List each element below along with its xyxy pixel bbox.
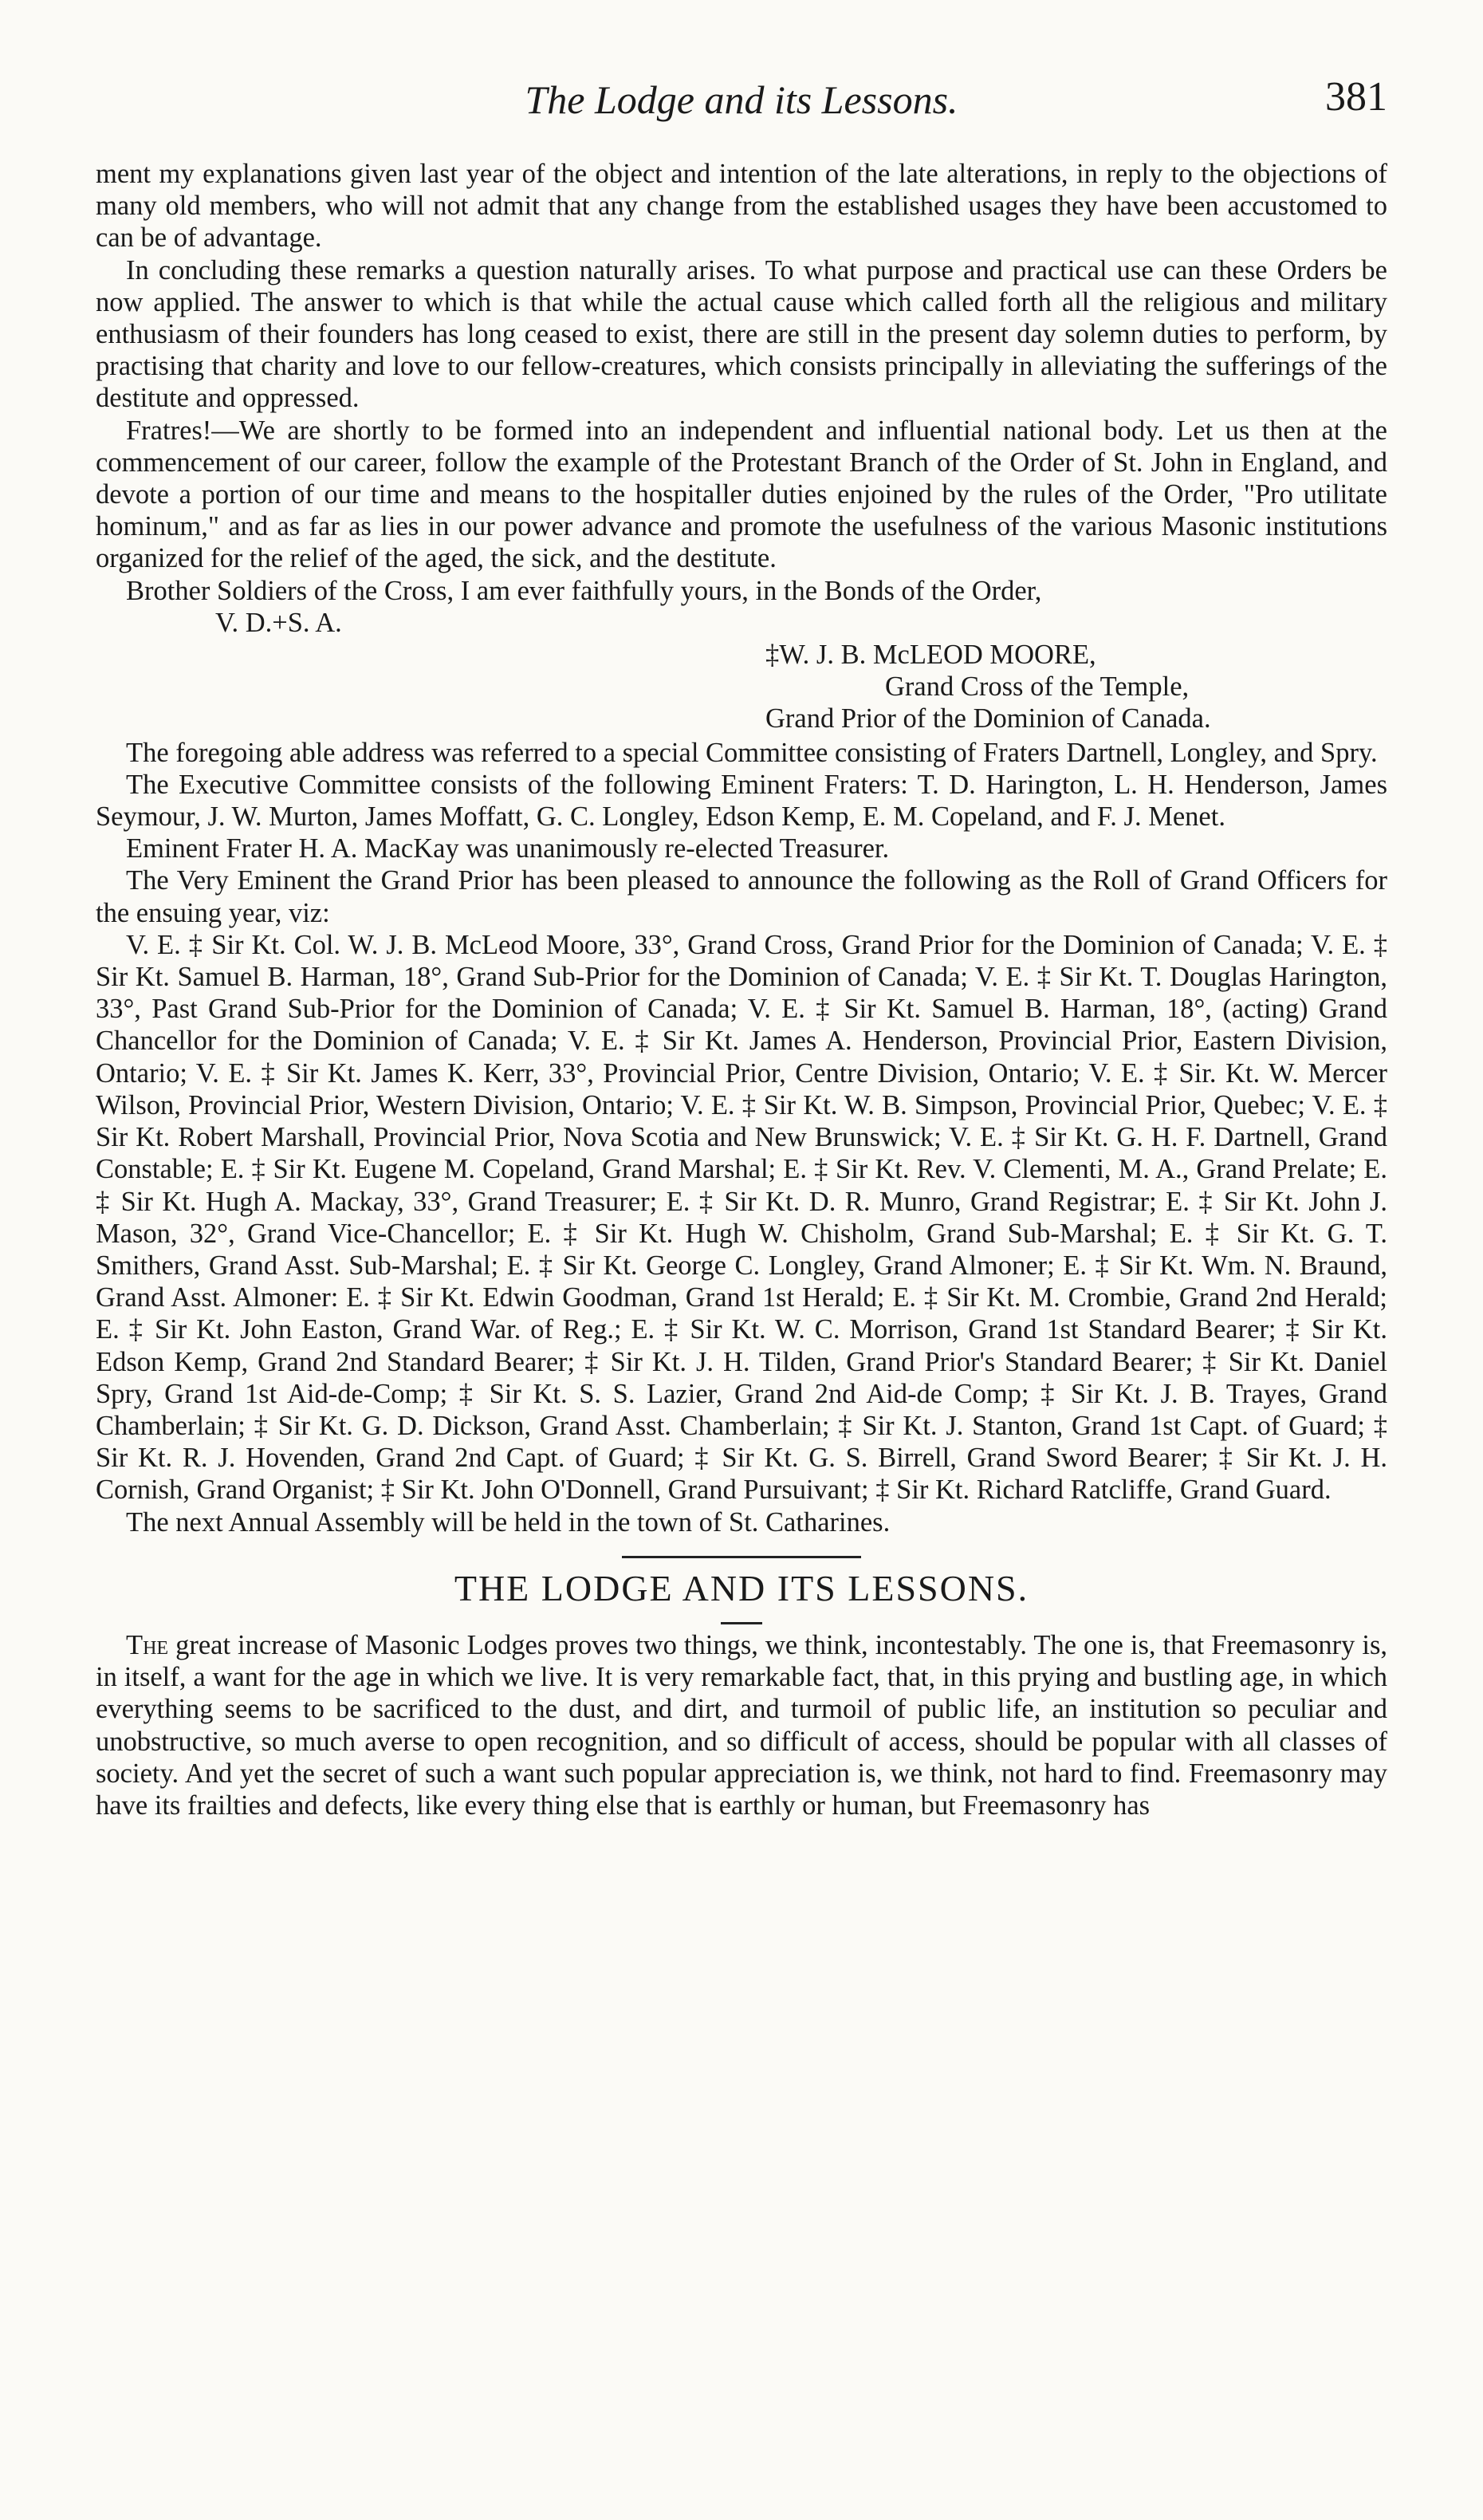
paragraph-fratres: Fratres!—We are shortly to be formed into an independent and influential national body. Let us then at the commencement of our career, follow the example of the Protestant Branch of the Order of St. John in England, and devote a portion of our time and means to the hospitaller duties enjoined by the rules of the Order, "Pro utilitate hominum," and as far as lies in our power advance and promote the usefulness of the various Masonic institutions organized for the relief of the aged, the sick, and the destitute. xyxy=(96,415,1387,574)
page-number: 381 xyxy=(1325,74,1387,120)
page-body xyxy=(96,158,1387,1821)
paragraph-roll-officers: V. E. ‡ Sir Kt. Col. W. J. B. McLeod Moore, 33°, Grand Cross, Grand Prior for the Dominion of Canada; V. E. ‡ Sir Kt. Samuel B. Harman, 18°, Grand Sub-Prior for the Dominion of Canada; V. E. ‡ Sir Kt. T. Douglas Harington, 33°, Past Grand Sub-Prior for the Dominion of Canada; V. E. ‡ Sir Kt. Samuel B. Harman, 18°, (acting) Grand Chancellor for the Dominion of Canada; V. E. ‡ Sir Kt. James A. Henderson, Provincial Prior, Eastern Division, Ontario; V. E. ‡ Sir Kt. James K. Kerr, 33°, Provincial Prior, Centre Division, Ontario; V. E. ‡ Sir. Kt. W. Mercer Wilson, Provincial Prior, Western Division, Ontario; V. E. ‡ Sir Kt. W. B. Simpson, Provincial Prior, Quebec; V. E. ‡ Sir Kt. Robert Marshall, Provincial Prior, Nova Scotia and New Brunswick; V. E. ‡ Sir Kt. G. H. F. Dartnell, Grand Constable; E. ‡ Sir Kt. Eugene M. Copeland, Grand Marshal; E. ‡ Sir Kt. Rev. V. Clementi, M. A., Grand Prelate; E. ‡ Sir Kt. Hugh A. Mackay, 33°, Grand Treasurer; E. ‡ Sir Kt. D. R. Munro, Grand Registrar; E. ‡ Sir Kt. John J. Mason, 32°, Grand Vice-Chancellor; E. ‡ Sir Kt. Hugh W. Chisholm, Grand Sub-Marshal; E. ‡ Sir Kt. G. T. Smithers, Grand Asst. Sub-Marshal; E. ‡ Sir Kt. George C. Longley, Grand Almoner; E. ‡ Sir Kt. Wm. N. Braund, Grand Asst. Almoner: E. ‡ Sir Kt. Edwin Goodman, Grand 1st Herald; E. ‡ Sir Kt. M. Crombie, Grand 2nd Herald; E. ‡ Sir Kt. John Easton, Grand War. of Reg.; E. ‡ Sir Kt. W. C. Morrison, Grand 1st Standard Bearer; ‡ Sir Kt. Edson Kemp, Grand 2nd Standard Bearer; ‡ Sir Kt. J. H. Tilden, Grand Prior's Standard Bearer; ‡ Sir Kt. Daniel Spry, Grand 1st Aid-de-Comp; ‡ Sir Kt. S. S. Lazier, Grand 2nd Aid-de Comp; ‡ Sir Kt. J. B. Trayes, Grand Chamberlain; ‡ Sir Kt. G. D. Dickson, Grand Asst. Chamberlain; ‡ Sir Kt. J. Stanton, Grand 1st Capt. of Guard; ‡ Sir Kt. R. J. Hovenden, Grand 2nd Capt. of Guard; ‡ Sir Kt. G. S. Birrell, Grand Sword Bearer; ‡ Sir Kt. J. H. Cornish, Grand Organist; ‡ Sir Kt. John O'Donnell, Grand Pursuivant; ‡ Sir Kt. Richard Ratcliffe, Grand Guard. xyxy=(96,929,1387,1506)
article-paragraph xyxy=(96,1629,1387,1821)
section-divider xyxy=(622,1556,861,1558)
signature-motto: V. D.+S. A. xyxy=(215,607,342,638)
title-underline xyxy=(721,1622,762,1624)
paragraph-treasurer: Eminent Frater H. A. MacKay was unanimously re-elected Treasurer. xyxy=(126,833,890,864)
signature-title-1: Grand Cross of the Temple, xyxy=(885,671,1190,703)
paragraph-concluding: In concluding these remarks a question naturally arises. To what purpose and practical use can these Orders be now applied. The answer to which is that while the actual cause which called forth all the religious and military enthusiasm of their founders has long ceased to exist, there are still in the present day solemn duties to perform, by practising that charity and love to our fellow-creatures, which consists principally in alleviating the sufferings of the destitute and oppressed. xyxy=(96,254,1387,414)
lead-word: The xyxy=(126,1629,169,1660)
signature-name: ‡W. J. B. McLEOD MOORE, xyxy=(765,640,1096,671)
running-title: The Lodge and its Lessons. xyxy=(525,77,958,122)
article-title: THE LODGE AND ITS LESSONS. xyxy=(454,1567,1029,1608)
paragraph-executive: The Executive Committee consists of the following Eminent Fraters: T. D. Harington, L. H. Henderson, James Seymour, J. W. Murton, James Moffatt, G. C. Longley, Edson Kemp, E. M. Copeland, and F. J. Menet. xyxy=(96,769,1387,833)
article-paragraph-text: great increase of Masonic Lodges proves two things, we think, incontestably. The one is, that Freemasonry is, in itself, a want for the age in which we live. It is very remarkable fact, that, in this prying and bustling age, in which everything seems to be sacrificed to the dust, and dirt, and turmoil of public life, an institution so peculiar and unobstructive, so much averse to open recognition, and so difficult of access, should be popular with all classes of society. And yet the secret of such a want such popular appreciation is, we think, not hard to find. Freemasonry may have its frailties and defects, like every thing else that is earthly or human, but Freemasonry has xyxy=(96,1629,1388,1821)
paragraph-closing: Brother Soldiers of the Cross, I am ever faithfully yours, in the Bonds of the Order, xyxy=(126,575,1042,606)
paragraph-roll-intro: The Very Eminent the Grand Prior has been pleased to announce the following as the Roll of Grand Officers for the ensuing year, viz: xyxy=(96,865,1387,928)
paragraph-next-assembly: The next Annual Assembly will be held in the town of St. Catharines. xyxy=(126,1506,891,1538)
paragraph-committee: The foregoing able address was referred to a special Committee consisting of Fraters Dartnell, Longley, and Spry. xyxy=(126,737,1378,768)
paragraph-continuation: ment my explanations given last year of the object and intention of the late alterations, in reply to the objections of many old members, who will not admit that any change from the established usages they have been accustomed to can be of advantage. xyxy=(96,159,1387,254)
page-header xyxy=(96,69,1387,140)
signature-title-2: Grand Prior of the Dominion of Canada. xyxy=(765,703,1211,734)
